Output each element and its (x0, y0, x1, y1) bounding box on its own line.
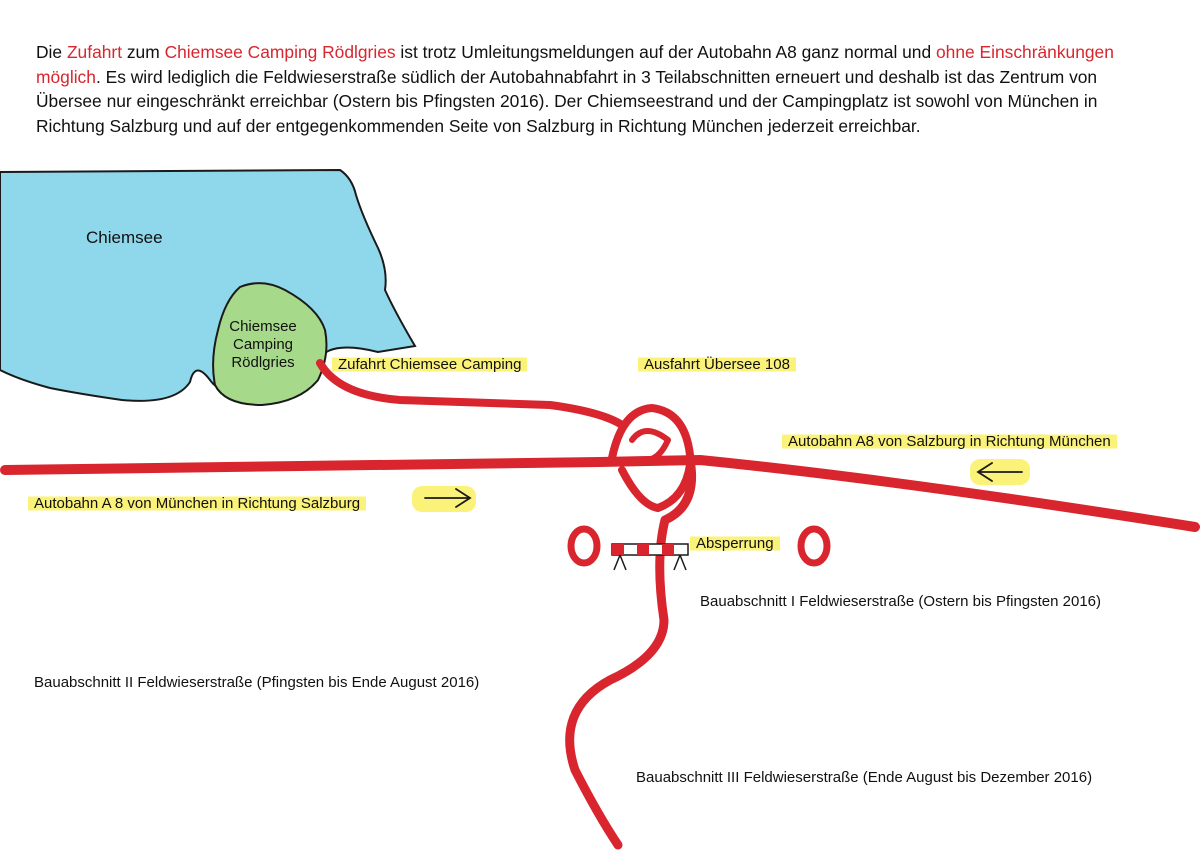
a8-muenchen-salzburg-label (28, 495, 366, 513)
camping-label: Chiemsee Camping Rödlgries (229, 318, 297, 371)
ausfahrt-label (638, 356, 796, 374)
ring-icon-right (801, 529, 827, 563)
ring-icon-left (571, 529, 597, 563)
zufahrt-label-text: Zufahrt Chiemsee Camping (332, 356, 527, 373)
arrow-right-highlight (412, 486, 476, 512)
barrier-icon (612, 544, 688, 570)
a8-muenchen-salzburg-text: Autobahn A 8 von München in Richtung Salzburg (28, 495, 366, 512)
bauabschnitt-2-label: Bauabschnitt II Feldwieserstraße (Pfingsten bis Ende August 2016) (34, 674, 480, 691)
intro-text: Die Zufahrt zum Chiemsee Camping Rödlgries ist trotz Umleitungsmeldungen auf der Autobahn A8 ganz normal und ohne Einschränkungen möglich. Es wird lediglich die Feldwieserstraße südlich der Autobahnabfahrt in 3 Teilabschnitten erneuert und deshalb ist das Zentrum von Übersee nur eingeschränkt erreichbar (Ostern bis Pfingsten 2016). Der Chiemseestrand und der Campingplatz ist sowohl von München in Richtung Salzburg und auf der entgegenkommenden Seite von Salzburg in Richtung München jederzeit erreichbar. (36, 42, 1114, 136)
bauabschnitt-3-label: Bauabschnitt III Feldwieserstraße (Ende August bis Dezember 2016) (636, 769, 1093, 786)
feldwieserstrasse (570, 460, 692, 845)
intro-highlight-zufahrt: Zufahrt (66, 42, 123, 62)
a8-salzburg-muenchen-text: Autobahn A8 von Salzburg in Richtung München (782, 433, 1117, 450)
lake-label: Chiemsee (86, 228, 163, 247)
absperrung-text: Absperrung (690, 535, 780, 552)
intro-highlight-ohne: ohne Einschränkungen möglich (36, 42, 1114, 87)
bauabschnitt-1-label: Bauabschnitt I Feldwieserstraße (Ostern bis Pfingsten 2016) (700, 593, 1102, 610)
ausfahrt-label-text: Ausfahrt Übersee 108 (638, 356, 796, 373)
absperrung-label (690, 535, 780, 553)
zufahrt-label (332, 356, 527, 374)
interchange-loop-south (622, 465, 690, 508)
a8-salzburg-muenchen-label (782, 433, 1117, 451)
arrow-left-highlight (970, 459, 1030, 485)
intro-highlight-camping: Chiemsee Camping Rödlgries (164, 42, 396, 62)
interchange-loop-inner (632, 431, 668, 460)
